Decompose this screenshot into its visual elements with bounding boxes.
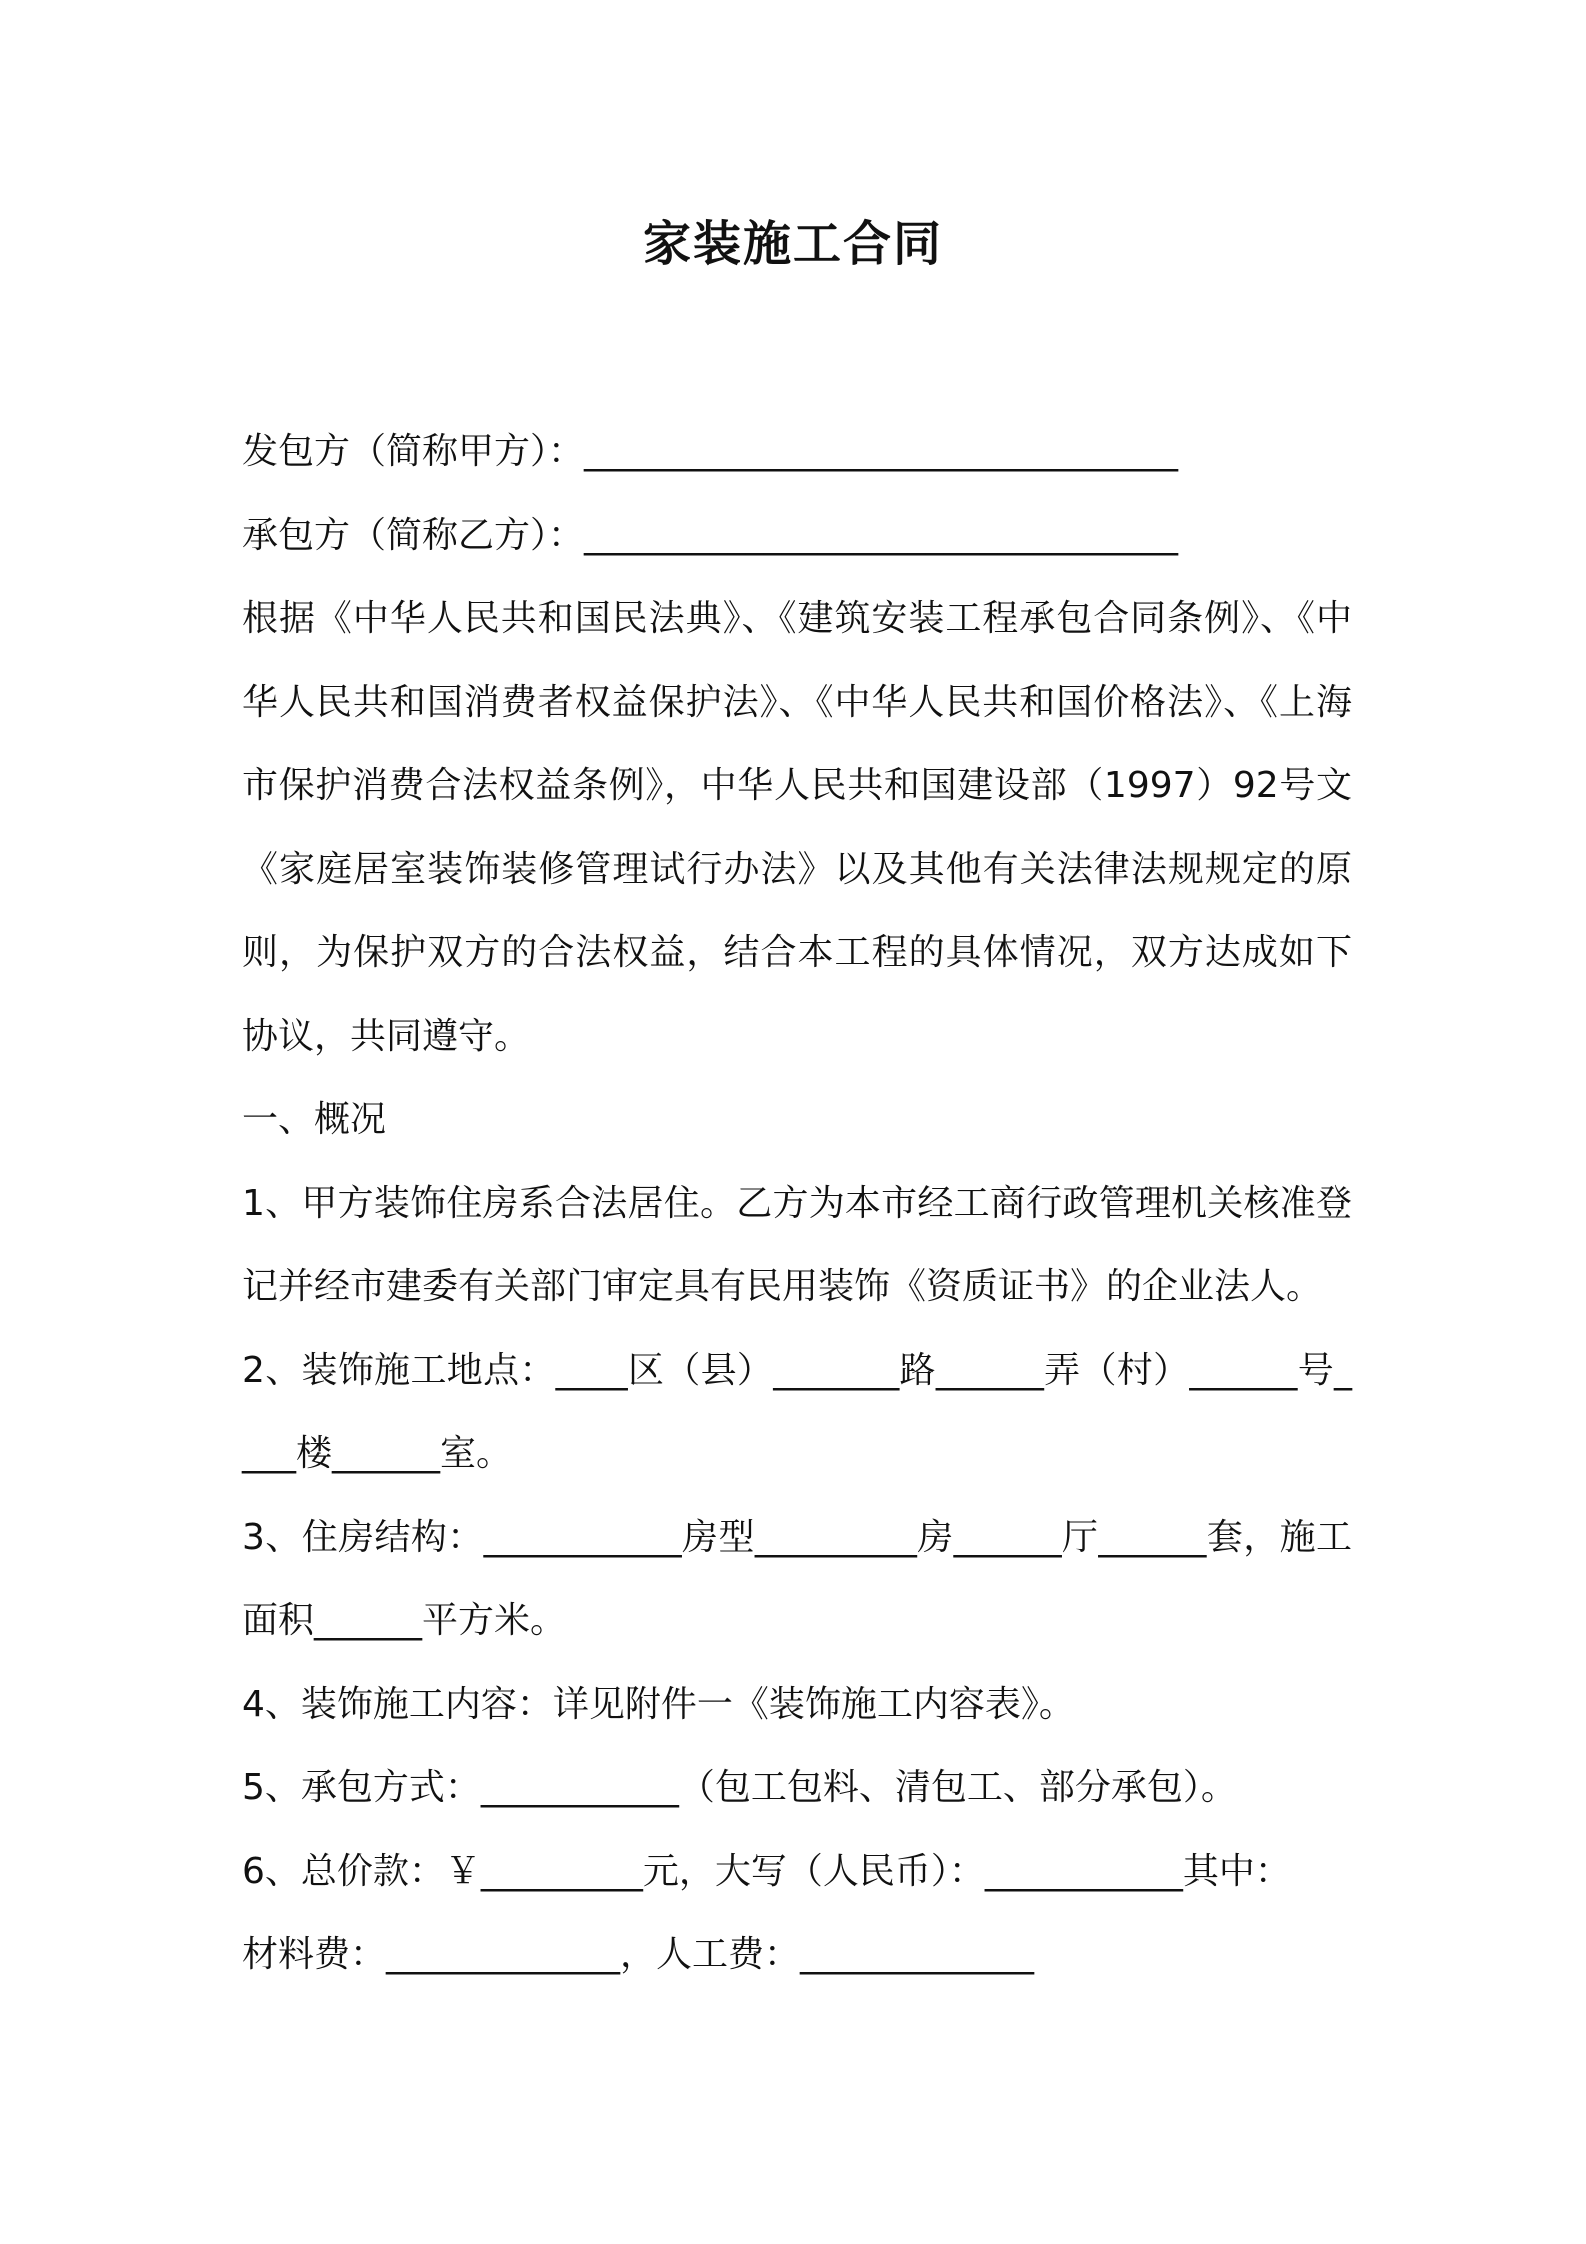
clause-4-content: 4、装饰施工内容：详见附件一《装饰施工内容表》。: [242, 1683, 1075, 1725]
document-title: 家装施工合同: [642, 216, 943, 272]
clause-1: 1、甲方装饰住房系合法居住。乙方为本市经工商行政管理机关核准登记并经市建委有关部门审定具有民用装饰《资质证书》的企业法人。: [242, 1182, 1352, 1307]
preamble-paragraph: 根据《中华人民共和国民法典》、《建筑安装工程承包合同条例》、《中华人民共和国消费者权益保护法》、《中华人民共和国价格法》、《上海市保护消费合法权益条例》，中华人民共和国建设部（1997）92号文《家庭居室装饰装修管理试行办法》以及其他有关法律法规规定的原则，为保护双方的合法权益，结合本工程的具体情况，双方达成如下协议，共同遵守。: [242, 598, 1352, 1057]
section-heading-overview: 一、概况: [242, 1099, 387, 1140]
party-a-line: 发包方（简称甲方）：_________________________________: [242, 431, 1179, 472]
clause-6-price: 6、总价款：￥_________元，大写（人民币）：___________其中：: [242, 1850, 1291, 1892]
clause-5-method: 5、承包方式：___________（包工包料、清包工、部分承包）。: [242, 1767, 1237, 1808]
party-b-line: 承包方（简称乙方）：_________________________________: [242, 514, 1179, 556]
clause-3-structure: 3、住房结构：___________房型_________房______厅______套，施工面积______平方米。: [242, 1516, 1352, 1641]
clause-2-location: 2、装饰施工地点：____区（县）_______路______弄（村）______号____楼______室。: [242, 1349, 1352, 1474]
document-body: [242, 410, 1352, 1997]
cost-breakdown-line: 材料费：_____________，人工费：_____________: [242, 1934, 1035, 1975]
